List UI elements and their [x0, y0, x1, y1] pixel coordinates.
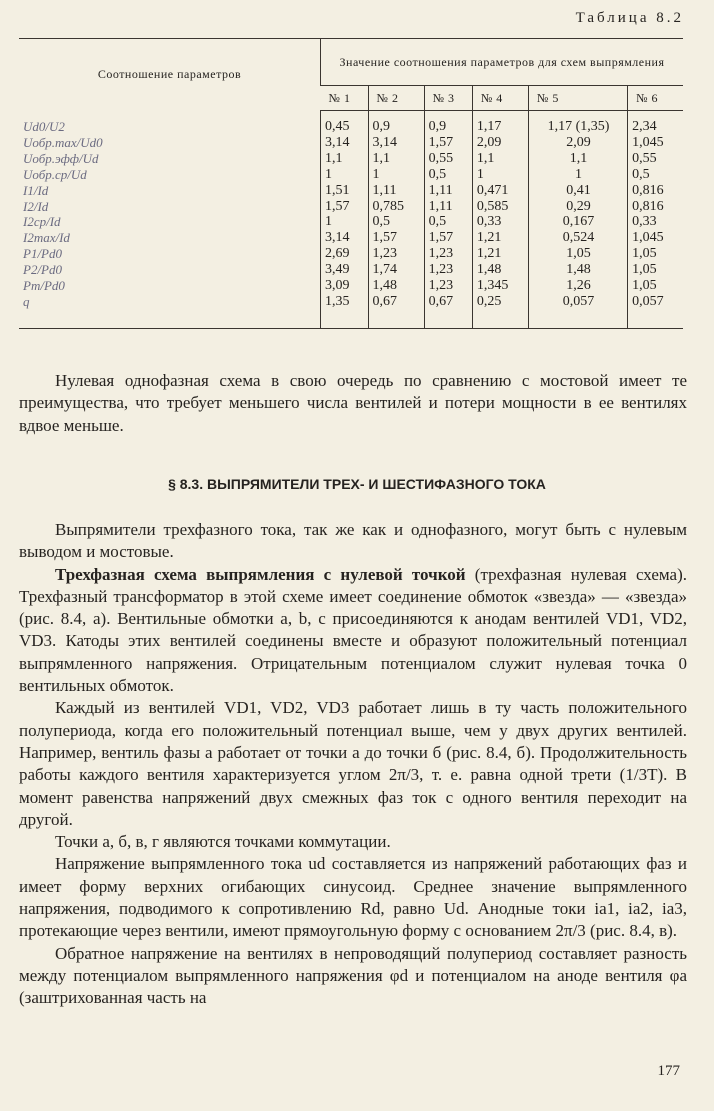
value-cell: 2,09 — [528, 135, 627, 151]
value-cell: 1,05 — [628, 246, 683, 262]
value-cell: 3,14 — [321, 135, 369, 151]
value-cell: 0,057 — [528, 294, 627, 328]
value-cell: 1,05 — [528, 246, 627, 262]
value-cell: 1,11 — [368, 183, 424, 199]
paragraph-2-bold: Трехфазная схема выпрямления с нулевой точкой — [55, 564, 466, 584]
param-cell: Uобр.max/Ud0 — [23, 134, 103, 150]
value-cell: 0,5 — [628, 167, 683, 183]
value-cell: 0,5 — [368, 214, 424, 230]
param-cell: Uобр.ср/Ud — [23, 166, 87, 182]
value-cell: 1,23 — [424, 278, 472, 294]
table-row — [19, 262, 683, 278]
value-cell: 1 — [321, 167, 369, 183]
value-cell: 0,816 — [628, 199, 683, 215]
value-cell: 3,14 — [368, 135, 424, 151]
value-cell: 0,057 — [628, 294, 683, 328]
column-header: № 1 — [321, 86, 369, 111]
value-cell: 1,11 — [424, 199, 472, 215]
value-cell: 0,29 — [528, 199, 627, 215]
value-cell: 1,1 — [528, 151, 627, 167]
paragraph-3: Каждый из вентилей VD1, VD2, VD3 работает лишь в ту часть положительного полупериода, когда его положительный потенциал выше, чем у двух других вентилей. Например, вентиль фазы а работает от точки а до точки б (рис. 8.4, б). Продолжительность работы каждого вентиля характеризуется углом 2π/3, т. е. равна одной трети (1/3T). В момент равенства напряжений двух смежных фаз ток с одного вентиля переходит на другой. — [19, 698, 687, 829]
table-row — [19, 183, 683, 199]
value-cell: 0,9 — [368, 111, 424, 135]
paragraph-2 — [19, 564, 687, 698]
value-cell: 3,49 — [321, 262, 369, 278]
value-cell: 0,67 — [368, 294, 424, 328]
param-cell: Uобр.эфф/Ud — [23, 150, 99, 166]
param-header: Соотношение параметров — [19, 39, 321, 111]
paragraph-1: Выпрямители трехфазного тока, так же как и однофазного, могут быть с нулевым выводом и мостовые. — [19, 520, 687, 562]
table-row — [19, 151, 683, 167]
value-cell: 0,55 — [628, 151, 683, 167]
value-cell: 0,524 — [528, 230, 627, 246]
value-cell: 1,1 — [368, 151, 424, 167]
value-cell: 1,26 — [528, 278, 627, 294]
value-cell: 0,55 — [424, 151, 472, 167]
value-cell: 3,09 — [321, 278, 369, 294]
column-header: № 5 — [528, 86, 627, 111]
table-row — [19, 294, 683, 328]
table-row — [19, 230, 683, 246]
value-cell: 2,34 — [628, 111, 683, 135]
value-cell: 1,045 — [628, 230, 683, 246]
value-cell: 1,23 — [424, 246, 472, 262]
param-cell: I1/Id — [23, 182, 49, 198]
section-heading: § 8.3. ВЫПРЯМИТЕЛИ ТРЕХ- И ШЕСТИФАЗНОГО ТОКА — [168, 476, 546, 492]
value-cell: 1 — [528, 167, 627, 183]
value-cell: 1,23 — [368, 246, 424, 262]
value-cell: 1,57 — [368, 230, 424, 246]
table-caption: Таблица 8.2 — [575, 10, 684, 26]
parameters-table — [19, 38, 683, 329]
value-cell: 1,57 — [424, 135, 472, 151]
value-cell: 0,33 — [628, 214, 683, 230]
column-header: № 2 — [368, 86, 424, 111]
table-row — [19, 278, 683, 294]
table-row — [19, 135, 683, 151]
value-cell: 0,25 — [472, 294, 528, 328]
value-cell: 1,57 — [424, 230, 472, 246]
section-body — [19, 519, 687, 1010]
value-cell: 1,51 — [321, 183, 369, 199]
param-cell: P1/Pd0 — [23, 246, 62, 262]
value-cell: 0,585 — [472, 199, 528, 215]
table-row — [19, 199, 683, 215]
value-cell: 1 — [321, 214, 369, 230]
value-cell: 1 — [472, 167, 528, 183]
value-cell: 0,471 — [472, 183, 528, 199]
intro-paragraph: Нулевая однофазная схема в свою очередь по сравнению с мостовой имеет те преимущества, что требует меньшего числа вентилей и потери мощности в ее вентилях вдвое меньше. — [19, 371, 687, 435]
value-cell: 2,09 — [472, 135, 528, 151]
value-cell: 1,74 — [368, 262, 424, 278]
value-cell: 1,35 — [321, 294, 369, 328]
value-cell: 3,14 — [321, 230, 369, 246]
value-cell: 1,345 — [472, 278, 528, 294]
page-number: 177 — [657, 1063, 680, 1079]
value-cell: 1,17 (1,35) — [528, 111, 627, 135]
value-cell: 0,33 — [472, 214, 528, 230]
value-cell: 1,05 — [628, 278, 683, 294]
paragraph-6: Обратное напряжение на вентилях в непроводящий полупериод составляет разность между потенциалом выпрямленного напряжения φd и потенциалом на аноде вентиля φa (заштрихованная часть на — [19, 943, 687, 1008]
table-row — [19, 214, 683, 230]
param-cell: q — [23, 293, 30, 309]
table-row — [19, 167, 683, 183]
table-row — [19, 111, 683, 135]
values-header: Значение соотношения параметров для схем выпрямления — [321, 39, 684, 86]
value-cell: 1,48 — [368, 278, 424, 294]
value-cell: 0,5 — [424, 214, 472, 230]
param-cell: Ud0/U2 — [23, 118, 65, 134]
value-cell: 2,69 — [321, 246, 369, 262]
param-cell: Pт/Pd0 — [23, 278, 65, 294]
column-header: № 6 — [628, 86, 683, 111]
value-cell: 1,1 — [321, 151, 369, 167]
value-cell: 0,785 — [368, 199, 424, 215]
value-cell: 0,816 — [628, 183, 683, 199]
param-cell: I2/Id — [23, 198, 49, 214]
value-cell: 0,9 — [424, 111, 472, 135]
value-cell: 0,41 — [528, 183, 627, 199]
value-cell: 0,67 — [424, 294, 472, 328]
column-header: № 4 — [472, 86, 528, 111]
param-cell: I2ср/Id — [23, 214, 61, 230]
value-cell: 1,21 — [472, 246, 528, 262]
value-cell: 0,167 — [528, 214, 627, 230]
value-cell: 1,17 — [472, 111, 528, 135]
intro-paragraph-block — [19, 370, 687, 437]
param-cell: I2max/Id — [23, 230, 70, 246]
paragraph-2-rest: (трехфазная нулевая схема). Трехфазный трансформатор в этой схеме имеет соединение обмоток «звезда» — «звезда» (рис. 8.4, а). Вентильные обмотки a, b, c присоединяются к анодам вентилей VD1, VD2, VD3. Катоды этих вентилей соединены вместе и образуют положительный потенциал выпрямленного напряжения. Отрицательным потенциалом служит нулевая точка 0 вентильных обмоток. — [19, 564, 687, 696]
value-cell: 1 — [368, 167, 424, 183]
paragraph-5: Напряжение выпрямленного тока ud составляется из напряжений работающих фаз и имеет форму верхних огибающих синусоид. Среднее значение выпрямленного напряжения, подводимого к сопротивлению Rd, равно Ud. Анодные токи ia1, ia2, ia3, протекающие через вентили, имеют прямоугольную форму с основанием 2π/3 (рис. 8.4, в). — [19, 854, 687, 941]
value-cell: 1,21 — [472, 230, 528, 246]
value-cell: 1,48 — [528, 262, 627, 278]
column-header: № 3 — [424, 86, 472, 111]
value-cell: 0,5 — [424, 167, 472, 183]
value-cell: 1,11 — [424, 183, 472, 199]
value-cell: 1,045 — [628, 135, 683, 151]
value-cell: 1,48 — [472, 262, 528, 278]
value-cell: 1,57 — [321, 199, 369, 215]
param-cell: P2/Pd0 — [23, 262, 62, 278]
value-cell: 1,23 — [424, 262, 472, 278]
value-cell: 1,1 — [472, 151, 528, 167]
paragraph-4: Точки а, б, в, г являются точками коммутации. — [55, 832, 391, 852]
table-row — [19, 246, 683, 262]
value-cell: 0,45 — [321, 111, 369, 135]
value-cell: 1,05 — [628, 262, 683, 278]
